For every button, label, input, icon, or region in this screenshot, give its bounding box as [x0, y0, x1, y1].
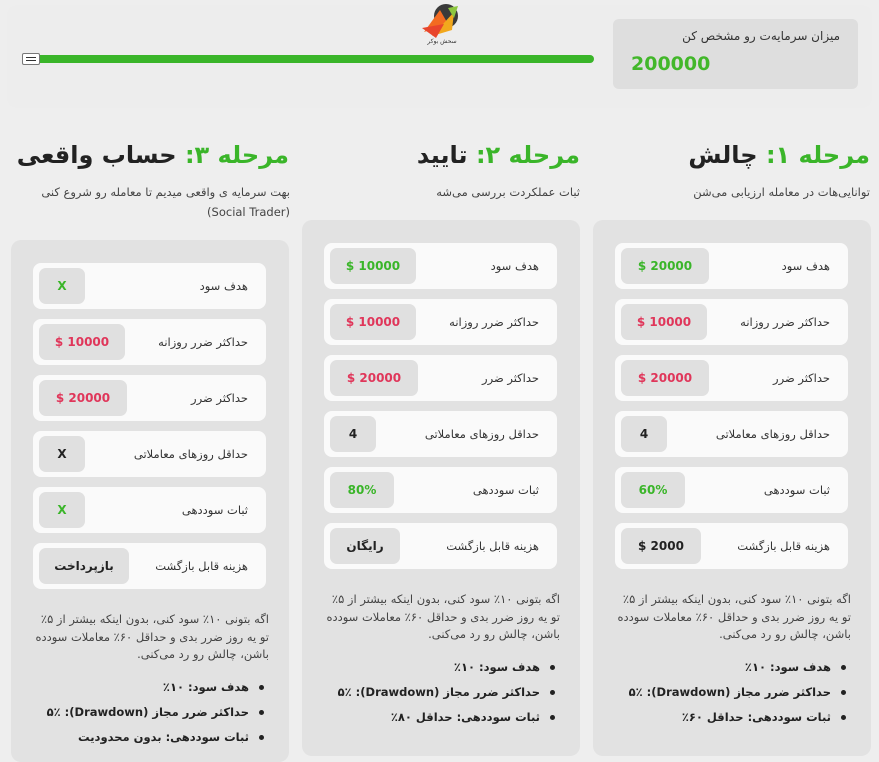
- stage-1-bullets: [613, 655, 851, 730]
- capital-slider[interactable]: [22, 53, 594, 65]
- bullet-item: حداکثر ضرر مجاز (Drawdown): ۵٪: [613, 680, 851, 705]
- stage-3-row-max-daily-loss: [33, 319, 266, 365]
- stage-2-row-max-loss: [324, 355, 557, 401]
- stage-3-row-min-trading-days: [33, 431, 266, 477]
- row-label: ثبات سوددهی: [763, 483, 830, 497]
- stage-1-row-profit-target: [615, 243, 848, 289]
- row-label: حداقل روزهای معاملاتی: [715, 427, 830, 441]
- row-value: $ 10000: [330, 248, 416, 284]
- row-label: حداکثر ضرر: [482, 371, 539, 385]
- row-value: 60%: [621, 472, 685, 508]
- stage-3-description: اگه بتونی ۱۰٪ سود کنی، بدون اینکه بیشتر از ۵٪ تو یه روز ضرر بدی و حداقل ۶۰٪ معاملات سودده باشن، چالش رو رد می‌کنی.: [35, 612, 269, 661]
- stage-1-row-profit-consistency: [615, 467, 848, 513]
- row-value: $ 20000: [39, 380, 127, 416]
- stage-2-number: مرحله ۲:: [475, 141, 580, 169]
- row-label: حداقل روزهای معاملاتی: [424, 427, 539, 441]
- bullet-item: حداکثر ضرر مجاز (Drawdown): ۵٪: [31, 700, 269, 725]
- stage-1-row-max-loss: [615, 355, 848, 401]
- bullet-item: هدف سود: ۱۰٪: [31, 675, 269, 700]
- bullet-item: هدف سود: ۱۰٪: [322, 655, 560, 680]
- stage-1-panel: [593, 220, 871, 756]
- row-value: 4: [621, 416, 667, 452]
- row-value: بازپرداخت: [39, 548, 129, 584]
- stage-3-row-profit-target: [33, 263, 266, 309]
- bullet-item: ثبات سوددهی: بدون محدودیت: [31, 725, 269, 750]
- stage-3-row-refundable-fee: [33, 543, 266, 589]
- row-value: رایگان: [330, 528, 400, 564]
- stage-1-title: [688, 141, 870, 169]
- row-value: $ 10000: [330, 304, 416, 340]
- row-label: ثبات سوددهی: [472, 483, 539, 497]
- stage-1-row-refundable-fee: [615, 523, 848, 569]
- stage-3-row-max-loss: [33, 375, 266, 421]
- row-value: X: [39, 268, 85, 304]
- stage-1-name: چالش: [688, 141, 758, 169]
- row-label: هدف سود: [490, 259, 539, 273]
- capital-box: [613, 19, 858, 89]
- row-value: $ 10000: [39, 324, 125, 360]
- row-value: $ 20000: [621, 360, 709, 396]
- stage-1-row-max-daily-loss: [615, 299, 848, 345]
- row-value: $ 20000: [330, 360, 418, 396]
- bullet-item: حداکثر ضرر مجاز (Drawdown): ۵٪: [322, 680, 560, 705]
- stage-2-row-refundable-fee: [324, 523, 557, 569]
- stage-2-row-min-trading-days: [324, 411, 557, 457]
- row-label: حداقل روزهای معاملاتی: [133, 447, 248, 461]
- row-label: هزینه قابل بازگشت: [737, 539, 830, 553]
- row-value: X: [39, 436, 85, 472]
- row-label: حداکثر ضرر روزانه: [449, 315, 539, 329]
- row-label: حداکثر ضرر روزانه: [740, 315, 830, 329]
- stage-3-bullets: [31, 675, 269, 750]
- stage-2-title: [417, 141, 580, 169]
- logo-text: سحش بوکر: [427, 38, 457, 45]
- row-value: $ 2000: [621, 528, 701, 564]
- stage-1-subtitle: توانایی‌هات در معامله ارزیابی می‌شن: [693, 185, 870, 199]
- stage-3-title: [17, 141, 289, 169]
- stage-2-row-profit-target: [324, 243, 557, 289]
- stage-2-description: اگه بتونی ۱۰٪ سود کنی، بدون اینکه بیشتر از ۵٪ تو یه روز ضرر بدی و حداقل ۶۰٪ معاملات سودده باشن، چالش رو رد می‌کنی.: [326, 592, 560, 641]
- stage-1-description: اگه بتونی ۱۰٪ سود کنی، بدون اینکه بیشتر از ۵٪ تو یه روز ضرر بدی و حداقل ۶۰٪ معاملات سودده باشن، چالش رو رد می‌کنی.: [617, 592, 851, 641]
- row-label: هدف سود: [781, 259, 830, 273]
- stage-2-subtitle: ثبات عملکردت بررسی می‌شه: [436, 185, 580, 199]
- stage-3-row-profit-consistency: [33, 487, 266, 533]
- stage-2-panel: [302, 220, 580, 756]
- capital-label: میزان سرمایه‌ت رو مشخص کن: [682, 29, 840, 43]
- stage-3-number: مرحله ۳:: [184, 141, 289, 169]
- bullet-item: ثبات سوددهی: حداقل ۶۰٪: [613, 705, 851, 730]
- stage-3-subtitle: بهت سرمایه ی واقعی میدیم تا معامله رو شروع کنی (Social Trader): [41, 185, 290, 219]
- slider-fill: [22, 55, 594, 63]
- stage-2-row-max-daily-loss: [324, 299, 557, 345]
- row-label: حداکثر ضرر: [191, 391, 248, 405]
- row-value: $ 20000: [621, 248, 709, 284]
- stage-3-panel: [11, 240, 289, 762]
- bullet-item: ثبات سوددهی: حداقل ۸۰٪: [322, 705, 560, 730]
- stage-1-row-min-trading-days: [615, 411, 848, 457]
- stage-2-row-profit-consistency: [324, 467, 557, 513]
- stage-2-name: تایید: [416, 141, 468, 169]
- row-value: 80%: [330, 472, 394, 508]
- row-label: هزینه قابل بازگشت: [446, 539, 539, 553]
- row-label: هزینه قابل بازگشت: [155, 559, 248, 573]
- row-value: $ 10000: [621, 304, 707, 340]
- stage-1-number: مرحله ۱:: [765, 141, 870, 169]
- stage-2-bullets: [322, 655, 560, 730]
- row-label: ثبات سوددهی: [181, 503, 248, 517]
- capital-value: 200000: [631, 53, 711, 75]
- row-label: حداکثر ضرر: [773, 371, 830, 385]
- slider-handle[interactable]: [22, 53, 40, 65]
- row-label: حداکثر ضرر روزانه: [158, 335, 248, 349]
- row-value: 4: [330, 416, 376, 452]
- row-value: X: [39, 492, 85, 528]
- bullet-item: هدف سود: ۱۰٪: [613, 655, 851, 680]
- row-label: هدف سود: [199, 279, 248, 293]
- stage-3-name: حساب واقعی: [16, 141, 177, 169]
